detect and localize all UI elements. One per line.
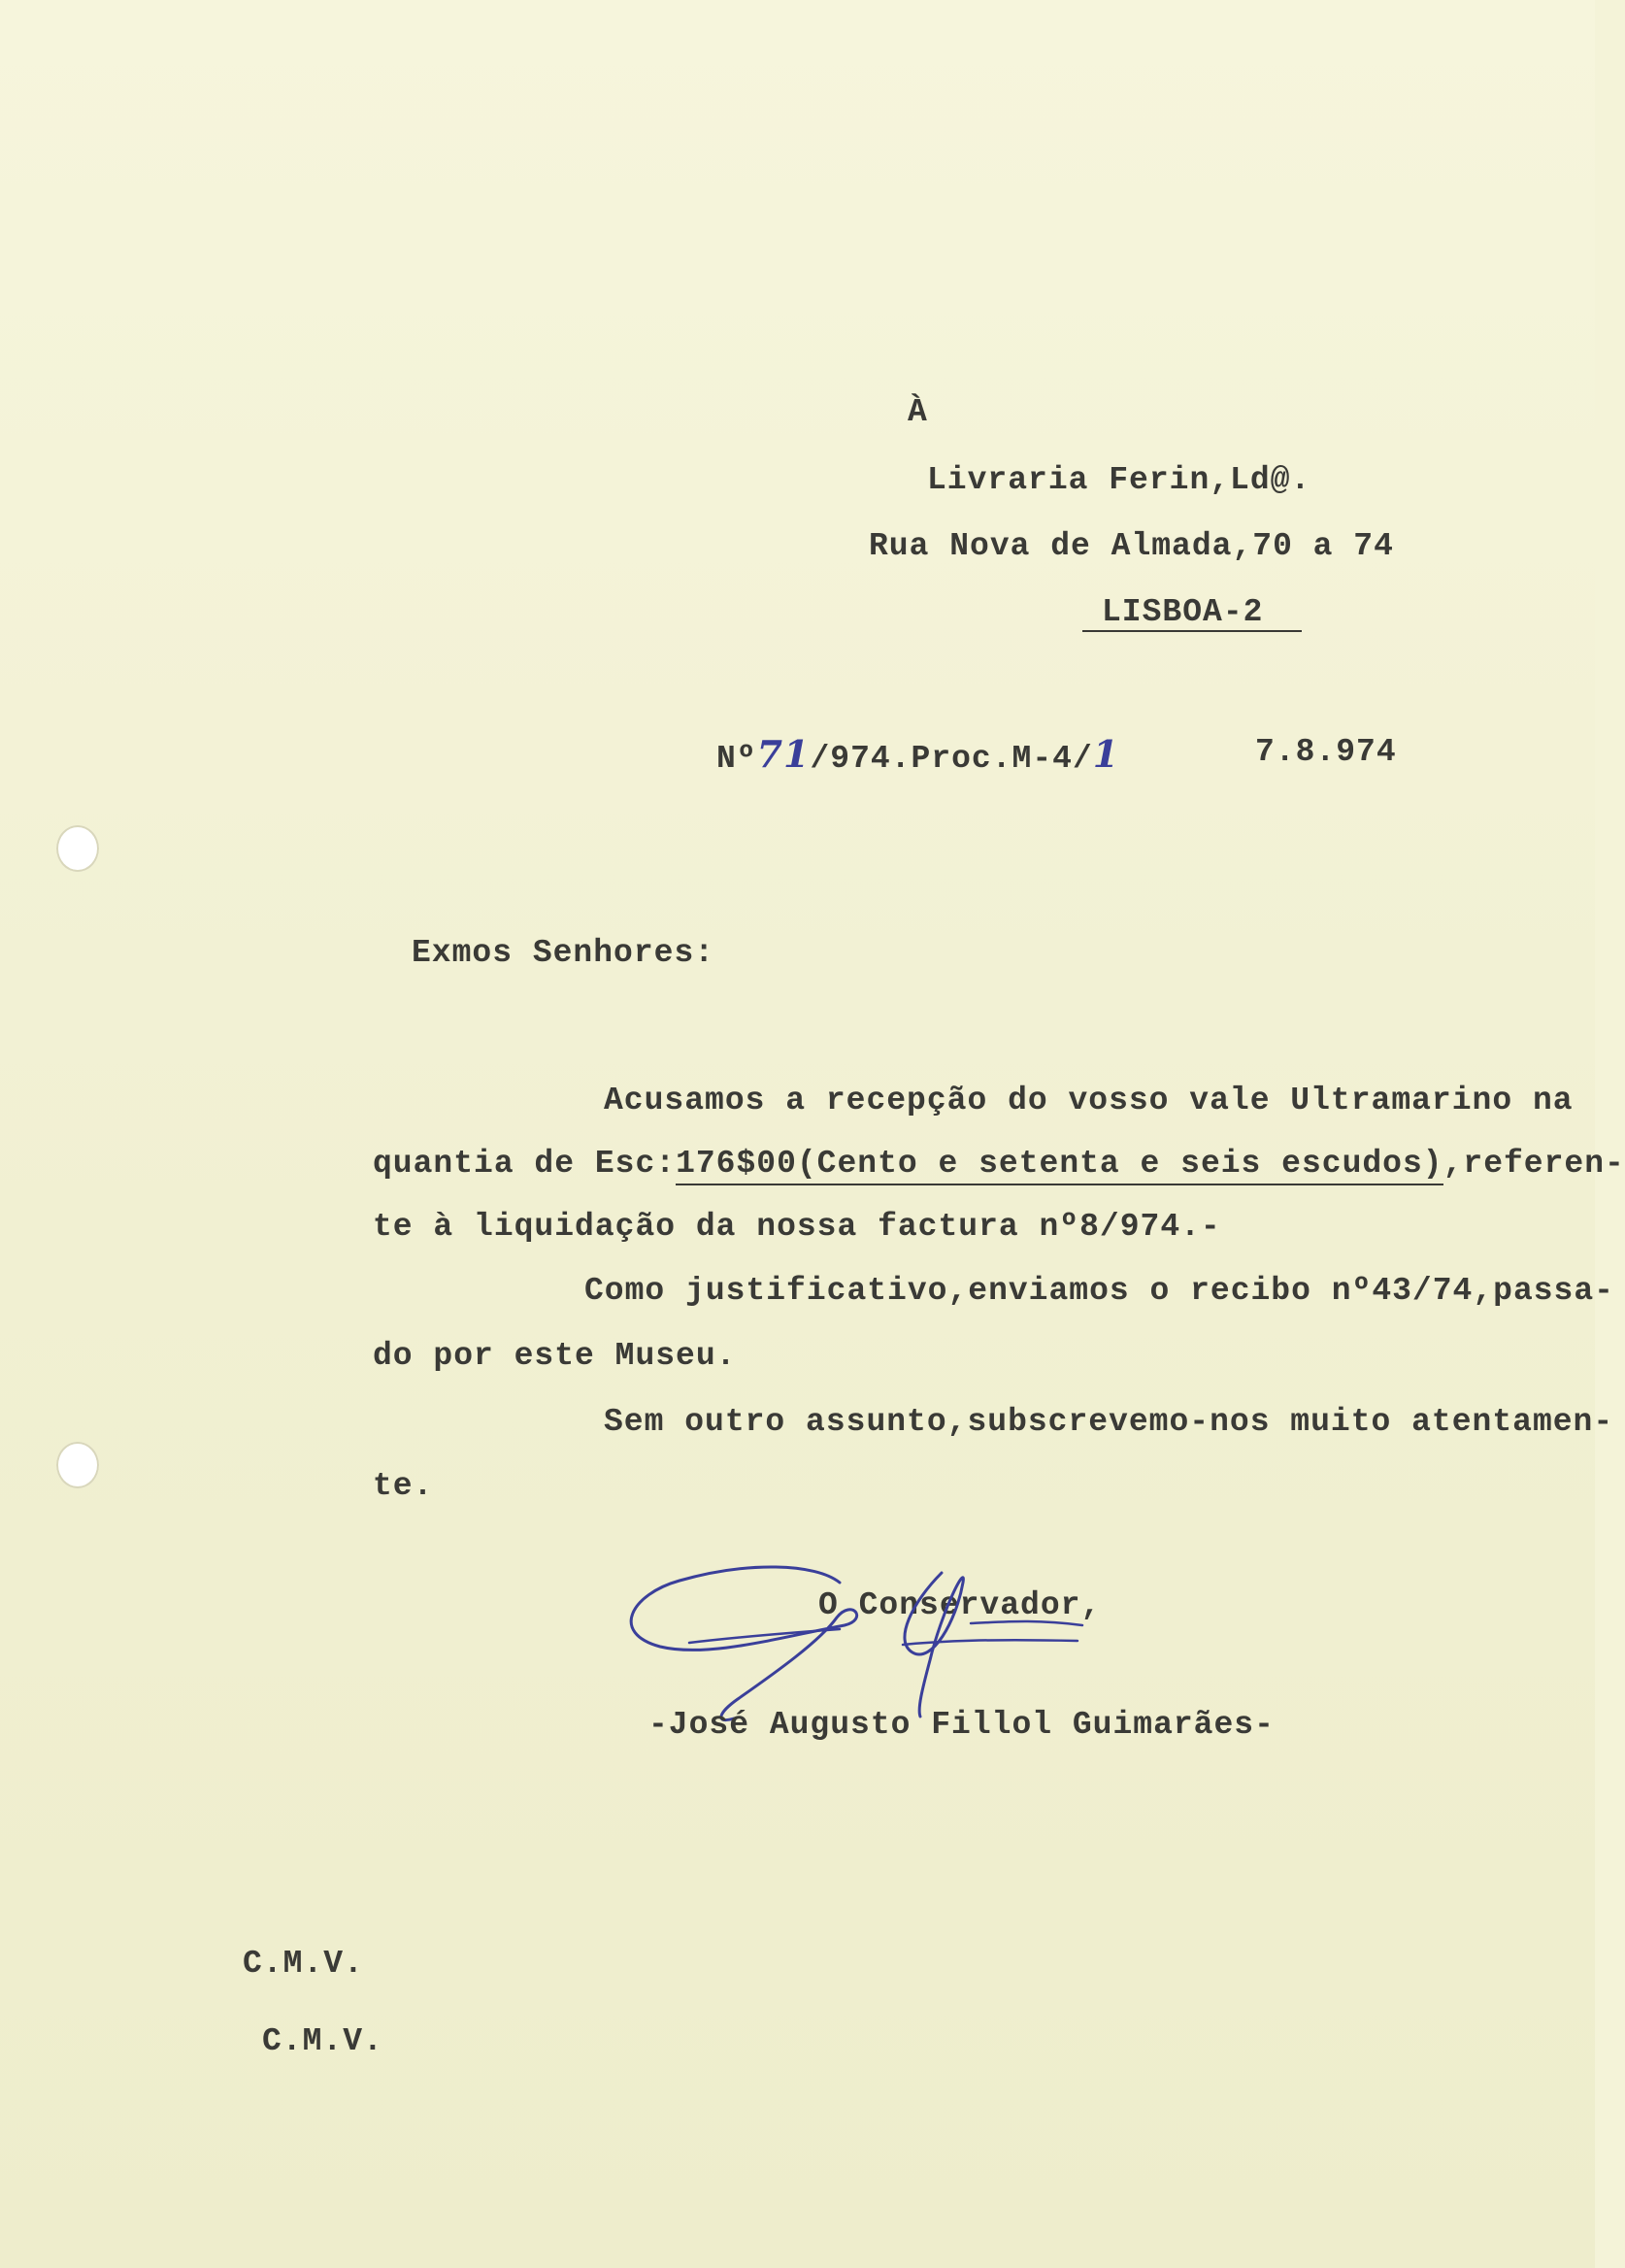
body-line-1: Acusamos a recepção do vosso vale Ultramarino na (604, 1083, 1574, 1118)
reference-suffix-handwritten: 1 (1092, 732, 1120, 776)
amount-in-escudos: 176$00(Cento e setenta e seis escudos) (676, 1146, 1443, 1185)
reference-number-handwritten: 71 (756, 732, 811, 776)
reference-rest: /974.Proc.M-4/ (810, 741, 1093, 777)
salutation: Exmos Senhores: (412, 935, 715, 971)
body-line-2-start: quantia de Esc: (373, 1146, 677, 1182)
reference-line (716, 732, 1120, 777)
body-line-6: Sem outro assunto,subscrevemo-nos muito atentamen- (604, 1404, 1614, 1440)
signatory-name: -José Augusto Fillol Guimarães- (648, 1707, 1275, 1743)
recipient-prefix: À (908, 394, 928, 430)
recipient-city-text: LISBOA-2 (1102, 594, 1264, 630)
recipient-city (1082, 596, 1302, 632)
body-line-7: te. (373, 1468, 434, 1504)
signature-title: O Conservador, (818, 1587, 1102, 1623)
body-line-2-end: ,referen- (1443, 1146, 1625, 1182)
recipient-address: Rua Nova de Almada,70 a 74 (869, 528, 1394, 564)
body-line-5: do por este Museu. (373, 1338, 737, 1374)
punch-hole-top (56, 825, 99, 872)
body-line-2 (373, 1148, 1625, 1180)
copy-marker-1: C.M.V. (243, 1946, 364, 1982)
letter-date: 7.8.974 (1255, 734, 1397, 770)
copy-marker-2: C.M.V. (262, 2023, 383, 2059)
recipient-name: Livraria Ferin,Ld@. (927, 462, 1311, 498)
punch-hole-bottom (56, 1442, 99, 1488)
reference-prefix: Nº (716, 741, 757, 777)
body-line-3: te à liquidação da nossa factura nº8/974.- (373, 1209, 1221, 1245)
body-line-4: Como justificativo,enviamos o recibo nº43/74,passa- (584, 1273, 1614, 1309)
